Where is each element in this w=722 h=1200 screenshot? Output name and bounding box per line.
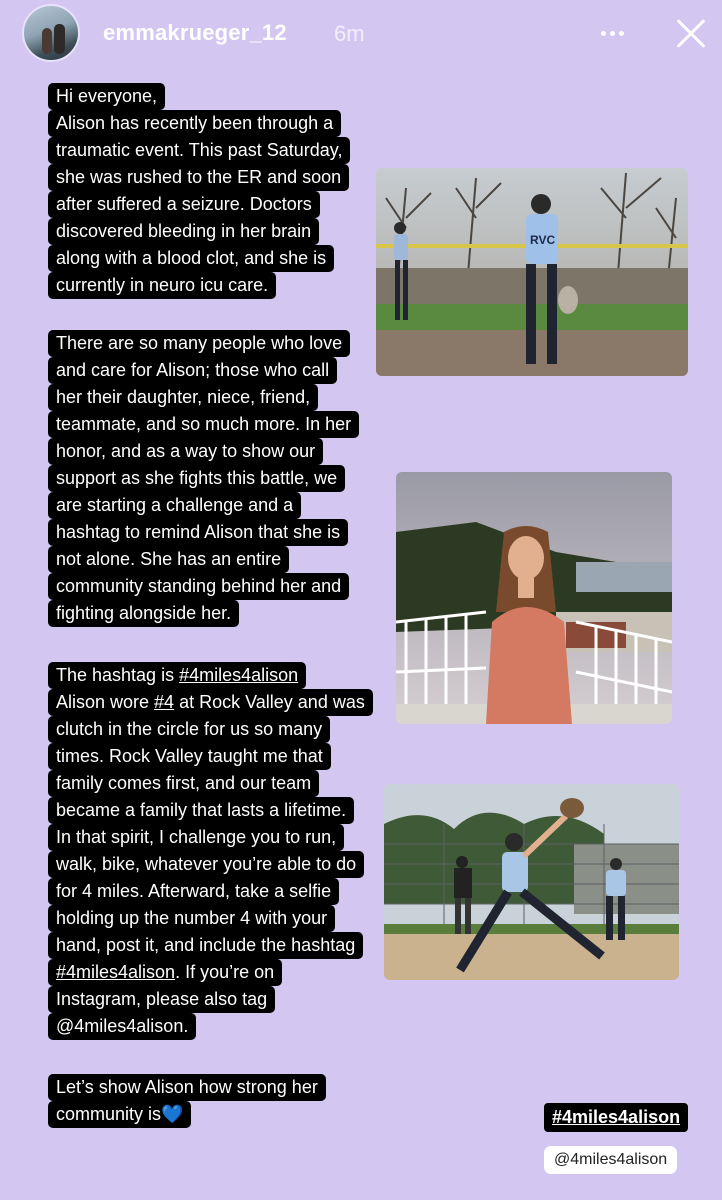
story-text-line: for 4 miles. Afterward, take a selfie	[48, 878, 339, 905]
hashtag-sticker[interactable]: #4miles4alison	[544, 1103, 688, 1132]
story-text-line: not alone. She has an entire	[48, 546, 289, 573]
story-text-line: times. Rock Valley taught me that	[48, 743, 331, 770]
mention-sticker[interactable]: @4miles4alison	[544, 1146, 677, 1174]
story-text-line: walk, bike, whatever you’re able to do	[48, 851, 364, 878]
profile-avatar[interactable]	[22, 4, 80, 62]
story-text-line: hashtag to remind Alison that she is	[48, 519, 348, 546]
story-text-line: fighting alongside her.	[48, 600, 239, 627]
post-time: 6m	[334, 21, 365, 46]
story-text-line: family comes first, and our team	[48, 770, 319, 797]
story-text-line: support as she fights this battle, we	[48, 465, 345, 492]
story-text-line: Alison has recently been through a	[48, 110, 341, 137]
hashtag-link[interactable]: #4miles4alison	[179, 665, 299, 685]
story-text-line: community standing behind her and	[48, 573, 349, 600]
story-text-line: after suffered a seizure. Doctors	[48, 191, 320, 218]
story-text-line: There are so many people who love	[48, 330, 350, 357]
block3-line-text: . If you’re on	[175, 962, 275, 982]
story-text-line: she was rushed to the ER and soon	[48, 164, 349, 191]
story-text-line: her their daughter, niece, friend,	[48, 384, 318, 411]
story-text-line: currently in neuro icu care.	[48, 272, 276, 299]
story-text-line: became a family that lasts a lifetime.	[48, 797, 354, 824]
story-text-block-1	[48, 83, 350, 299]
story-text-line: holding up the number 4 with your	[48, 905, 335, 932]
story-text-line: hand, post it, and include the hashtag	[48, 932, 363, 959]
story-text-line: Let’s show Alison how strong her	[48, 1074, 326, 1101]
more-options-icon[interactable]	[598, 18, 628, 48]
story-text-line: In that spirit, I challenge you to run,	[48, 824, 344, 851]
photo-softball-infield	[376, 168, 688, 376]
story-text-line: Hi everyone,	[48, 83, 165, 110]
photo-pitcher	[384, 784, 679, 980]
story-text-line: and care for Alison; those who call	[48, 357, 337, 384]
block3-line-text: Instagram, please also tag	[48, 986, 275, 1013]
story-text-block-3	[48, 662, 373, 1040]
story-text-line: are starting a challenge and a	[48, 492, 301, 519]
story-text-line: honor, and as a way to show our	[48, 438, 323, 465]
block3-line-text: The hashtag is	[56, 665, 180, 685]
block3-line-text: at Rock Valley and was	[174, 692, 365, 712]
hashtag-link[interactable]: #4miles4alison	[56, 962, 176, 982]
jersey-text: RVC	[530, 233, 556, 247]
mention-link[interactable]: @4miles4alison.	[48, 1013, 196, 1040]
story-text-line: along with a blood clot, and she is	[48, 245, 334, 272]
hashtag-link[interactable]: #4	[154, 692, 175, 712]
photo-portrait-deck	[396, 472, 672, 724]
story-text-block-2	[48, 330, 359, 627]
story-header	[0, 0, 722, 66]
story-text-line: community is💙	[48, 1101, 191, 1128]
block3-line-text: Alison wore	[56, 692, 155, 712]
story-text-line: traumatic event. This past Saturday,	[48, 137, 350, 164]
story-text-line: clutch in the circle for us so many	[48, 716, 330, 743]
story-text-block-4	[48, 1074, 326, 1128]
story-text-line: teammate, and so much more. In her	[48, 411, 359, 438]
username[interactable]: emmakrueger_12	[103, 20, 287, 45]
close-icon[interactable]	[671, 14, 711, 54]
story-text-line: discovered bleeding in her brain	[48, 218, 319, 245]
